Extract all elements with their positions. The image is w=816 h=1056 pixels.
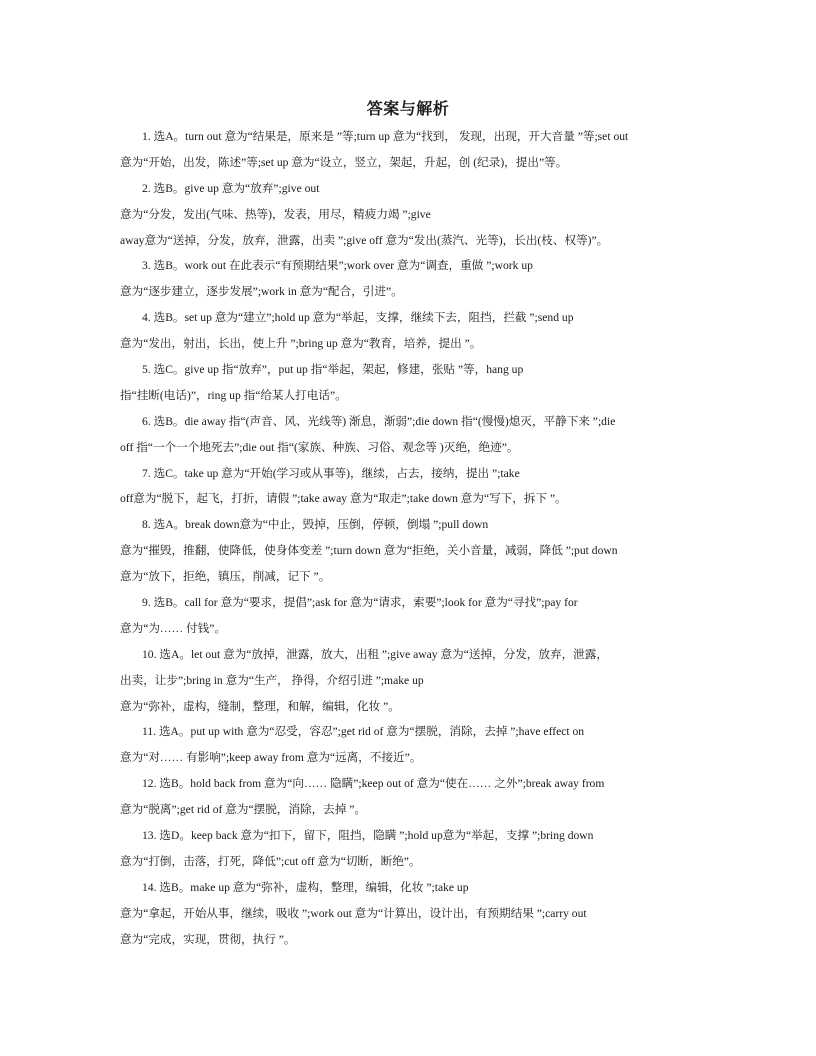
answer-item: [120, 413, 700, 465]
answer-line-first: 11. 选A。put up with 意为“忍受，容忍”;get rid of 意为“摆脱，消除，去掉 ”;have effect on: [142, 725, 585, 739]
answer-item: [120, 361, 700, 413]
answer-line-first: 14. 选B。make up 意为“弥补，虚构，整理，编辑，化妆 ”;take up: [142, 880, 469, 894]
answer-line: 意为“脱离”;get rid of 意为“摆脱，消除，去掉 ”。: [120, 803, 367, 817]
answer-line: 意为“对…… 有影响”;keep away from 意为“远离，不接近”。: [120, 751, 422, 765]
answer-line: 出卖，让步”;bring in 意为“生产， 挣得，介绍引进 ”;make up: [120, 673, 424, 687]
answer-item: [120, 257, 700, 309]
answer-line: 意为“打倒，击落，打死，降低”;cut off 意为“切断，断绝”。: [120, 854, 421, 868]
answer-line: 意为“完成，实现，贯彻，执行 ”。: [120, 932, 296, 946]
answer-line-first: 4. 选B。set up 意为“建立”;hold up 意为“举起，支撑，继续下去，阻挡，拦截 ”;send up: [142, 311, 574, 325]
answer-item: [120, 594, 700, 646]
answer-line: 意为“摧毁，推翻，使降低，使身体变差 ”;turn down 意为“拒绝，关小音量，减弱，降低 ”;put down: [120, 544, 618, 558]
answer-line-first: 2. 选B。give up 意为“放弃”;give out: [142, 181, 320, 195]
answer-line: 意为“为…… 付钱”。: [120, 621, 226, 635]
page-title: 答案与解析: [366, 99, 450, 118]
answer-line-first: 12. 选B。hold back from 意为“向…… 隐瞒”;keep out of 意为“使在…… 之外”;break away from: [142, 777, 605, 791]
answer-line-first: 7. 选C。take up 意为“开始(学习或从事等)，继续，占去，接纳，提出 ”;take: [142, 466, 520, 480]
answer-line: 意为“弥补，虚构，缝制，整理，和解，编辑，化妆 ”。: [120, 699, 400, 713]
answer-line: 指“挂断(电话)”，ring up 指“给某人打电话”。: [120, 388, 347, 402]
answer-line-first: 6. 选B。die away 指“(声音、风、光线等) 渐息，渐弱”;die down 指“(慢慢)熄灭，平静下来 ”;die: [142, 414, 616, 428]
answer-item: [120, 879, 700, 957]
answer-line-first: 1. 选A。turn out 意为“结果是，原来是 ”等;turn up 意为“找到， 发现，出现，开大音量 ”等;set out: [142, 130, 629, 143]
answer-line: off 指“一个一个地死去”;die out 指“(家族、种族、习俗、观念等 )灭绝，绝迹”。: [120, 440, 519, 454]
answer-item: [120, 465, 700, 517]
answer-line: 意为“拿起，开始从事，继续，吸收 ”;work out 意为“计算出，设计出，有预期结果 ”;carry out: [120, 906, 587, 920]
answer-item: [120, 646, 700, 724]
answer-line: 意为“分发，发出(气味、热等)，发表，用尽，精疲力竭 ”;give: [120, 207, 431, 221]
answer-line: away意为“送掉，分发，放弃，泄露，出卖 ”;give off 意为“发出(蒸汽、光等)，长出(枝、权等)”。: [120, 233, 609, 247]
answer-line-first: 8. 选A。break down意为“中止，毁掉，压倒，停顿，倒塌 ”;pull down: [142, 518, 489, 532]
answer-line: off意为“脱下，起飞，打折，请假 ”;take away 意为“取走”;take down 意为“写下，拆下 ”。: [120, 492, 567, 506]
answer-line: 意为“放下，拒绝，镇压，削减，记下 ”。: [120, 570, 331, 584]
answer-line: 意为“开始，出发，陈述”等;set up 意为“设立，竖立，架起，升起，创 (纪录)，提出”等。: [120, 155, 568, 169]
answer-item: [120, 309, 700, 361]
answer-line: 意为“发出，射出，长出，使上升 ”;bring up 意为“教育，培养，提出 ”。: [120, 337, 482, 351]
answer-line: 意为“逐步建立，逐步发展”;work in 意为“配合，引进”。: [120, 285, 403, 299]
answer-item: [120, 180, 700, 258]
answer-line-first: 3. 选B。work out 在此表示“有预期结果”;work over 意为“调查，重做 ”;work up: [142, 259, 533, 273]
answer-list: [120, 128, 700, 957]
answer-line-first: 10. 选A。let out 意为“放掉，泄露，放大，出租 ”;give away 意为“送掉，分发，放弃，泄露，: [142, 647, 608, 661]
answer-item: [120, 128, 700, 180]
answer-item: [120, 775, 700, 827]
answer-line-first: 5. 选C。give up 指“放弃”，put up 指“举起，架起，修建，张贴 ”等，hang up: [142, 363, 524, 377]
answer-line-first: 13. 选D。keep back 意为“扣下，留下，阻挡，隐瞒 ”;hold up意为“举起，支撑 ”;bring down: [142, 829, 594, 843]
answer-item: [120, 516, 700, 594]
answer-item: [120, 723, 700, 775]
answer-line-first: 9. 选B。call for 意为“要求，提倡”;ask for 意为“请求，索要”;look for 意为“寻找”;pay for: [142, 596, 578, 610]
answer-item: [120, 827, 700, 879]
